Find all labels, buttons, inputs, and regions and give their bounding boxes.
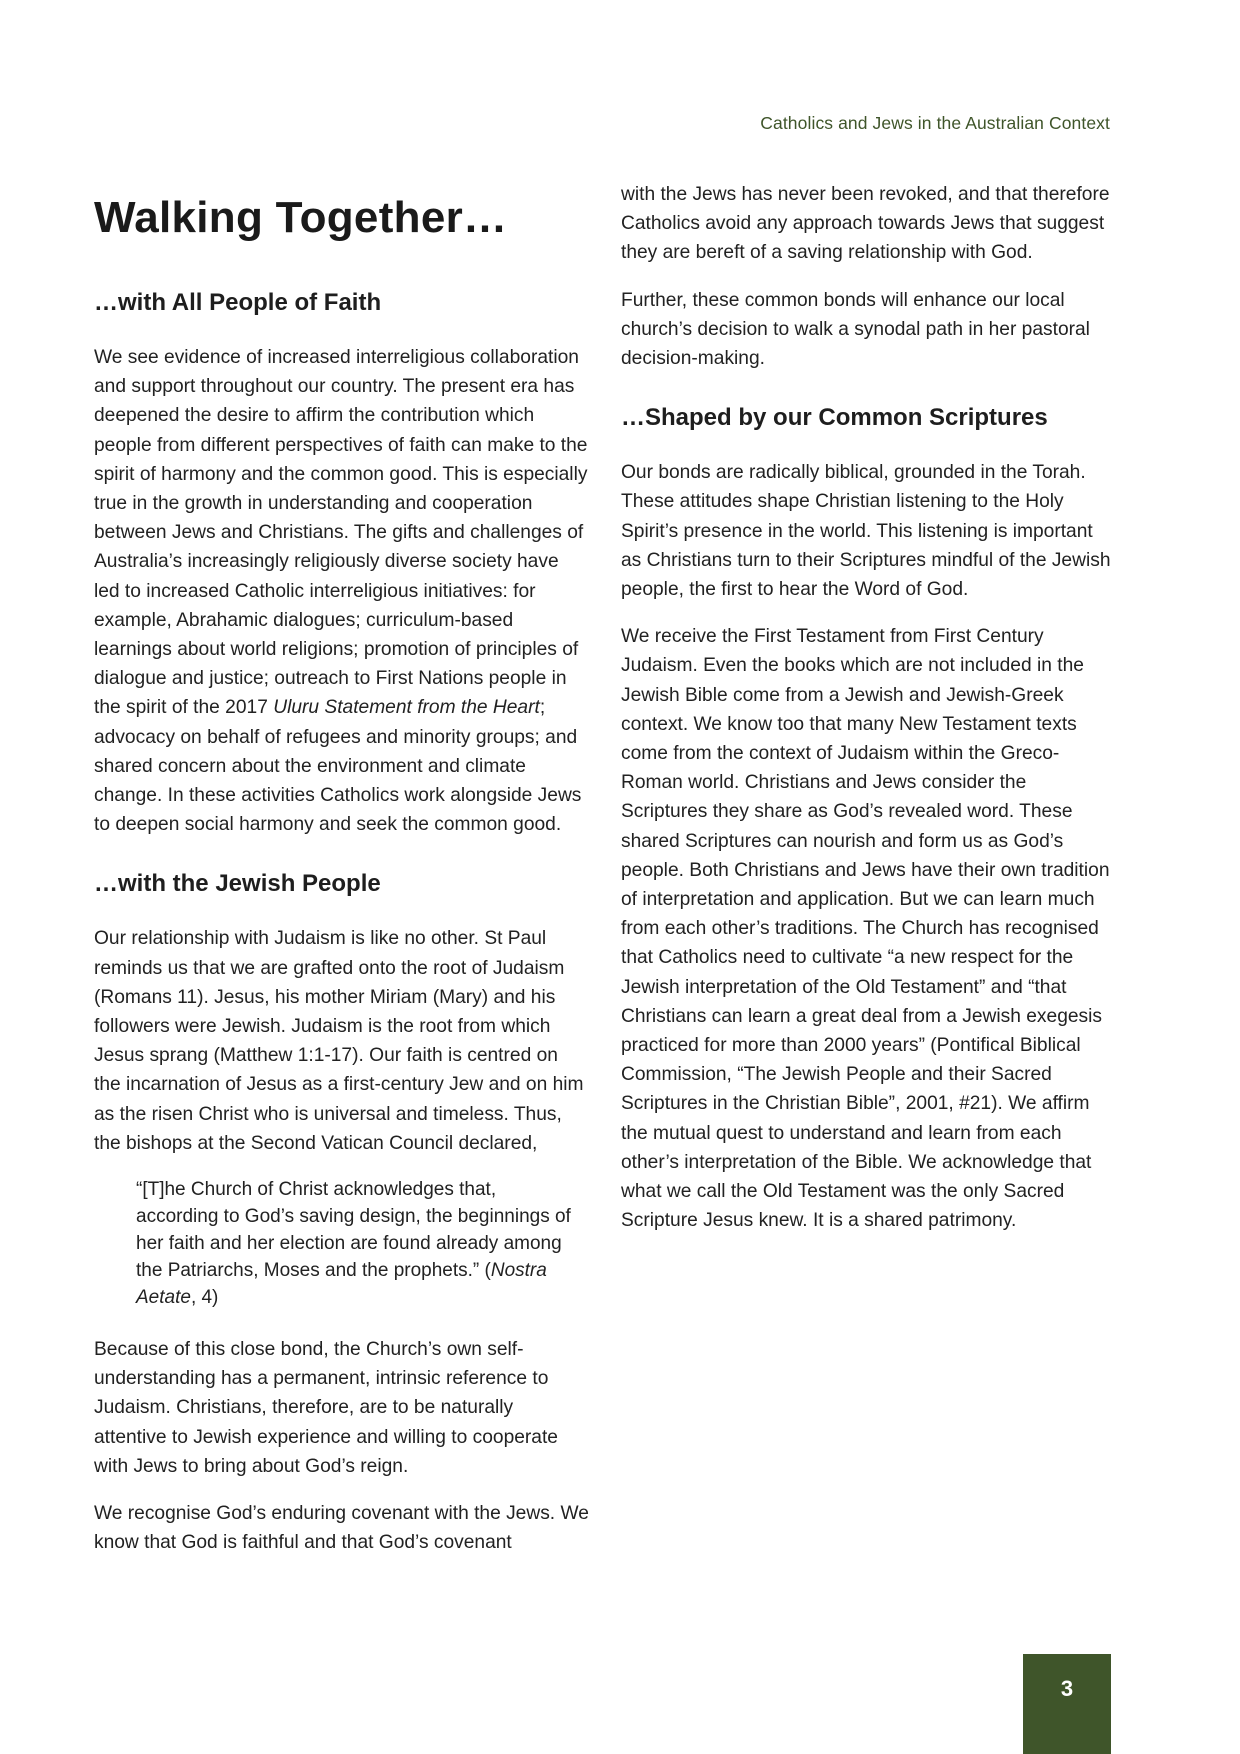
- block-quote-nostra-aetate: [136, 1176, 576, 1311]
- quote-text: “[T]he Church of Christ acknowledges that, according to God’s saving design, the beginnings of her faith and her election are found already among the Patriarchs, Moses and the prophets.” (: [136, 1179, 571, 1282]
- paragraph-first-testament: We receive the First Testament from First Century Judaism. Even the books which are not included in the Jewish Bible come from a Jewish and Jewish-Greek context. We know too that many New Testament texts come from the context of Judaism within the Greco-Roman world. Christians and Jews consider the Scriptures they share as God’s revealed word. These shared Scriptures can nourish and form us as God’s people. Both Christians and Jews have their own tradition of interpretation and application. But we can learn much from each other’s traditions. The Church has recognised that Catholics need to cultivate “a new respect for the Jewish interpretation of the Old Testament” and “that Christians can learn a great deal from a Jewish exegesis practiced for more than 2000 years” (Pontifical Biblical Commission, “The Jewish People and their Sacred Scriptures in the Christian Bible”, 2001, #21). We affirm the mutual quest to understand and learn from each other’s interpretation of the Bible. We acknowledge that what we call the Old Testament was the only Sacred Scripture Jesus knew. It is a shared patrimony.: [621, 626, 1110, 1232]
- paragraph-biblical-bonds: Our bonds are radically biblical, grounded in the Torah. These attitudes shape Christian listening to the Holy Spirit’s presence in the world. This listening is important as Christians turn to their Scriptures mindful of the Jewish people, the first to hear the Word of God.: [621, 462, 1111, 601]
- uluru-statement-title: Uluru Statement from the Heart: [273, 697, 540, 719]
- page-title: Walking Together…: [94, 193, 508, 242]
- page-number-tab: [1023, 1654, 1111, 1754]
- paragraph-close-bond: Because of this close bond, the Church’s own self-understanding has a permanent, intrinsic reference to Judaism. Christians, therefore, are to be naturally attentive to Jewish experience and willing to cooperate with Jews to bring about God’s reign.: [94, 1339, 558, 1477]
- heading-all-people-of-faith: …with All People of Faith: [94, 289, 382, 316]
- paragraph-enduring-covenant: We recognise God’s enduring covenant with the Jews. We know that God is faithful and that God’s covenant: [94, 1503, 589, 1554]
- paragraph-interreligious: [94, 343, 589, 839]
- running-header: Catholics and Jews in the Australian Context: [760, 113, 1110, 133]
- paragraph-covenant-continued: with the Jews has never been revoked, and that therefore Catholics avoid any approach towards Jews that suggest they are bereft of a saving relationship with God.: [621, 184, 1110, 264]
- paragraph-interreligious-end: ; advocacy on behalf of refugees and minority groups; and shared concern about the environment and climate change. In these activities Catholics work alongside Jews to deepen social harmony and seek the common good.: [94, 697, 582, 836]
- quote-source-end: , 4): [190, 1287, 219, 1309]
- left-column: [94, 180, 589, 1576]
- heading-jewish-people: …with the Jewish People: [94, 870, 381, 898]
- paragraph-interreligious-text: We see evidence of increased interreligious collaboration and support throughout our country. The present era has deepened the desire to affirm the contribution which people from different perspectives of faith can make to the spirit of harmony and the common good. This is especially true in the growth in understanding and cooperation between Jews and Christians. The gifts and challenges of Australia’s increasingly religiously diverse society have led to increased Catholic interreligious initiatives: for example, Abrahamic dialogues; curriculum-based learnings about world religions; promotion of principles of dialogue and justice; outreach to First Nations people in the spirit of the 2017: [94, 347, 588, 719]
- quote-source: Nostra Aetate: [136, 1260, 547, 1309]
- right-column: [621, 180, 1116, 1254]
- paragraph-relationship-judaism: Our relationship with Judaism is like no other. St Paul reminds us that we are grafted onto the root of Judaism (Romans 11). Jesus, his mother Miriam (Mary) and his followers were Jewish. Judaism is the root from which Jesus sprang (Matthew 1:1-17). Our faith is centred on the incarnation of Jesus as a first-century Jew and on him as the risen Christ who is universal and timeless. Thus, the bishops at the Second Vatican Council declared,: [94, 928, 584, 1154]
- paragraph-synodal-path: Further, these common bonds will enhance our local church’s decision to walk a synodal path in her pastoral decision-making.: [621, 289, 1090, 370]
- heading-common-scriptures: …Shaped by our Common Scriptures: [621, 404, 1048, 432]
- page-number: 3: [1060, 1676, 1074, 1701]
